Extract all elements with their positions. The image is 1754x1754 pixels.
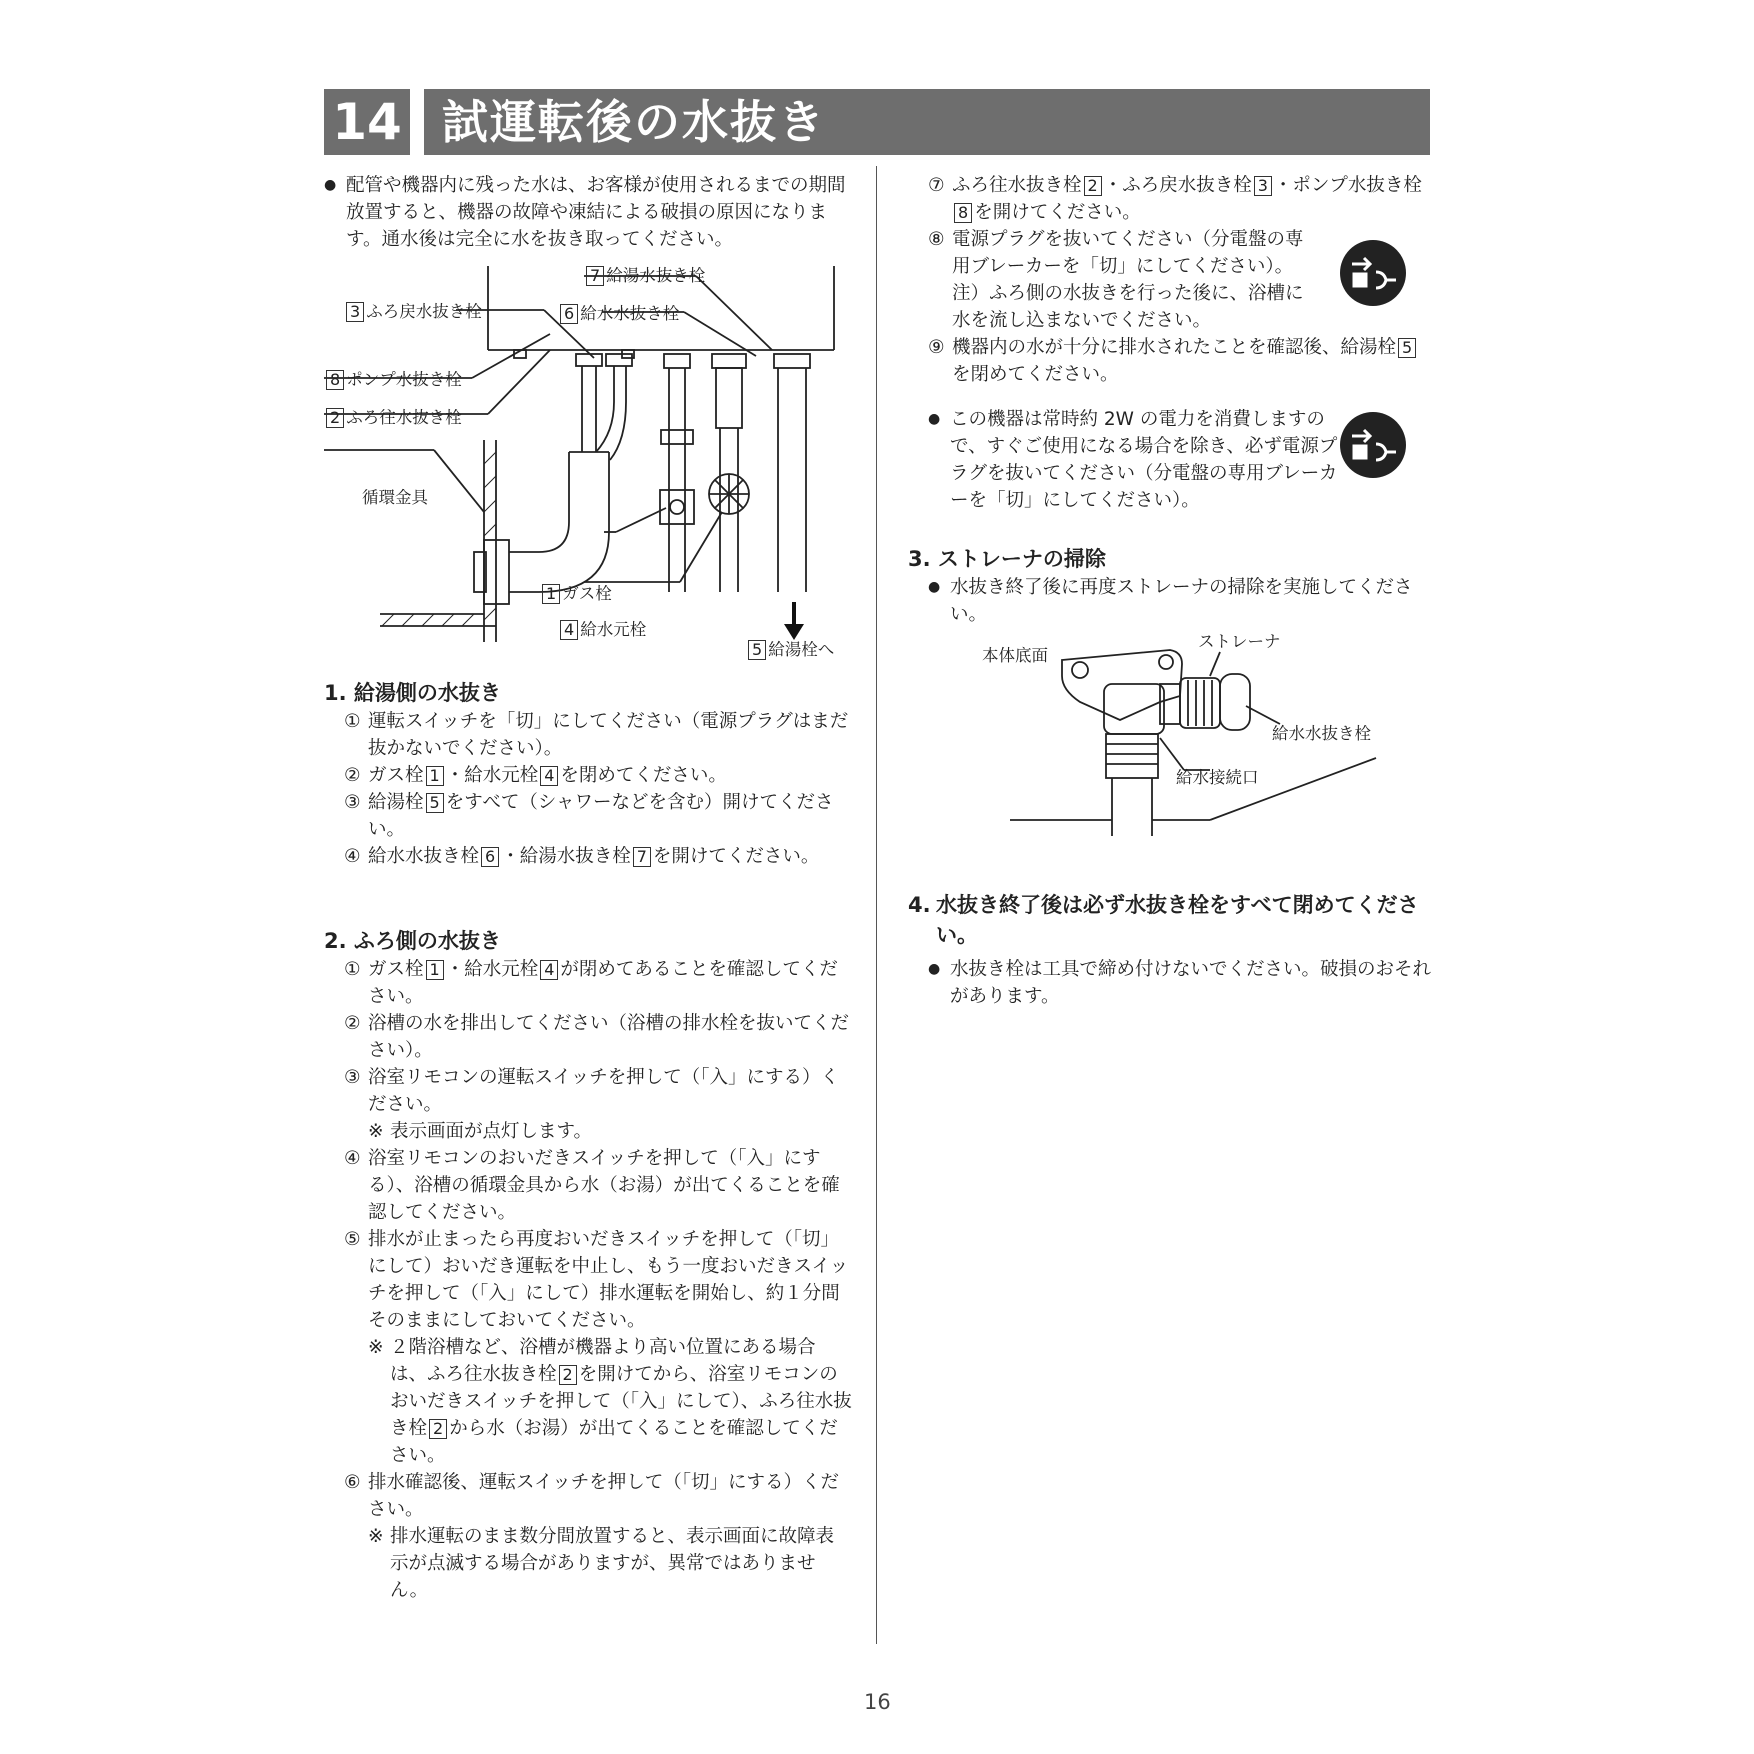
intro-text: ● 配管や機器内に残った水は、お客様が使用されるまでの期間放置すると、機器の故障や凍結による破損の原因になります。通水後は完全に水を抜き取ってください。 bbox=[324, 172, 852, 253]
s2-step-7: ⑦ ふろ往水抜き栓 2 ・ふろ戻水抜き栓 3 ・ポンプ水抜き栓8 を開けてください。 bbox=[928, 175, 1422, 223]
label-water-inlet: 給水接続口 bbox=[1176, 768, 1259, 787]
label-circulation-fitting: 循環金具 bbox=[362, 488, 428, 507]
s1-step-3: ③ 給湯栓 5 をすべて（シャワーなどを含む）開けてください。 bbox=[344, 792, 834, 840]
s1-step-4: ④ 給水水抜き栓 6 ・給湯水抜き栓 7 を開けてください。 bbox=[344, 846, 820, 867]
s2-step-4: ④ 浴室リモコンのおいだきスイッチを押して（「入」にする）、浴槽の循環金具から水（お湯）が出てくることを確認してください。 bbox=[344, 1148, 840, 1223]
section-1 bbox=[324, 678, 852, 870]
s2-step-5-note: ※ ２階浴槽など、浴槽が機器より高い位置にある場合は、ふろ往水抜き栓 2 を開けてから、浴室リモコンのおいだきスイッチを押して（「入」にして）、ふろ往水抜き栓 2 から水（お湯）が出てくることを確認してください。 bbox=[368, 1337, 852, 1466]
section-3-bullet: ● 水抜き終了後に再度ストレーナの掃除を実施してください。 bbox=[928, 574, 1432, 628]
section-number: 14 bbox=[324, 89, 410, 155]
s2-step-9: ⑨ 機器内の水が十分に排水されたことを確認後、給湯栓 5を閉めてください。 bbox=[928, 334, 1432, 388]
s2-step-1: ① ガス栓 1 ・給水元栓 4 が閉めてあることを確認してください。 bbox=[344, 959, 838, 1007]
s2-step-2: ② 浴槽の水を排出してください（浴槽の排水栓を抜いてください）。 bbox=[344, 1013, 850, 1061]
section-4-bullet: ● 水抜き栓は工具で締め付けないでください。破損のおそれがあります。 bbox=[928, 956, 1432, 1010]
label-pump-drain: 8 ポンプ水抜き栓 bbox=[324, 366, 462, 390]
column-divider bbox=[876, 166, 877, 1644]
unplug-icon bbox=[1340, 412, 1406, 478]
s2-step-3: ③ 浴室リモコンの運転スイッチを押して（「入」にする）ください。 bbox=[344, 1067, 840, 1115]
intro-block bbox=[324, 172, 852, 253]
s1-step-2: ② ガス栓 1 ・給水元栓 4 を閉めてください。 bbox=[344, 765, 727, 786]
label-water-drain-plug: 給水水抜き栓 bbox=[1272, 724, 1371, 743]
label-gas-valve: 1 ガス栓 bbox=[540, 580, 612, 604]
section-4 bbox=[908, 890, 1432, 1010]
page-number: 16 bbox=[864, 1690, 891, 1714]
s2-step-6-note: ※ 排水運転のまま数分間放置すると、表示画面に故障表示が点滅する場合がありますが、異常ではありません。 bbox=[368, 1526, 835, 1601]
s2-step-8: ⑧ 電源プラグを抜いてください（分電盤の専用ブレーカーを「切」にしてください）。 bbox=[928, 229, 1304, 277]
label-bath-supply-drain: 2 ふろ往水抜き栓 bbox=[324, 404, 462, 428]
section-2 bbox=[324, 926, 852, 1604]
label-unit-bottom: 本体底面 bbox=[982, 646, 1048, 665]
label-hot-drain: 7 給湯水抜き栓 bbox=[584, 262, 705, 286]
s1-step-1: ① 運転スイッチを「切」にしてください（電源プラグはまだ抜かないでください）。 bbox=[344, 711, 849, 759]
s2-step-5: ⑤ 排水が止まったら再度おいだきスイッチを押して（「切」にして）おいだき運転を中止し、もう一度おいだきスイッチを押して（「入」にして）排水運転を開始し、約１分間そのままにしておいてください。 bbox=[344, 1229, 849, 1331]
label-strainer: ストレーナ bbox=[1198, 632, 1281, 651]
section-3-title: 3. ストレーナの掃除 bbox=[908, 547, 1106, 571]
label-water-drain: 6 給水水抜き栓 bbox=[558, 300, 679, 324]
power-consumption-note: ● この機器は常時約 2W の電力を消費しますので、すぐご使用になる場合を除き、必ず電源プラグを抜いてください（分電盤の専用ブレーカーを「切」にしてください）。 bbox=[928, 406, 1350, 514]
label-bath-return-drain: 3 ふろ戻水抜き栓 bbox=[344, 298, 482, 322]
section-2-title: 2. ふろ側の水抜き bbox=[324, 929, 501, 953]
section-title: 試運転後の水抜き bbox=[442, 95, 826, 149]
s2-step-6: ⑥ 排水確認後、運転スイッチを押して（「切」にする）ください。 bbox=[344, 1472, 840, 1520]
label-water-main-valve: 4 給水元栓 bbox=[558, 616, 646, 640]
unplug-icon bbox=[1340, 240, 1406, 306]
section-4-title: 4. 水抜き終了後は必ず水抜き栓をすべて閉めてください。 bbox=[908, 893, 1419, 947]
s2-step-8-note: 注）ふろ側の水抜きを行った後に、浴槽に水を流し込まないでください。 bbox=[952, 283, 1304, 331]
section-3 bbox=[908, 544, 1432, 628]
label-to-hot-tap: 5 給湯栓へ bbox=[746, 636, 834, 660]
s2-step-3-note: ※ 表示画面が点灯します。 bbox=[368, 1121, 593, 1142]
section-1-title: 1. 給湯側の水抜き bbox=[324, 681, 501, 705]
